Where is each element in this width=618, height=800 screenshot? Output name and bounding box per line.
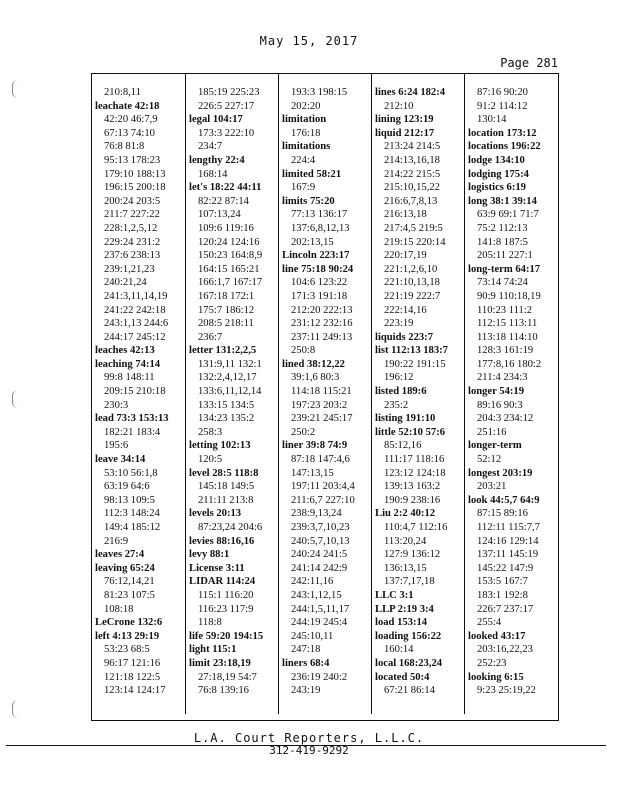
index-entry-refs: 252:23 <box>477 657 507 669</box>
index-entry-term: looked 43:17 <box>468 630 526 642</box>
index-entry-term: level 28:5 118:8 <box>189 467 259 479</box>
index-column-2 <box>189 86 277 714</box>
index-entry-refs: 137:6,8,12,13 <box>291 222 350 234</box>
index-entry-term: light 115:1 <box>189 644 237 656</box>
index-entry-refs: 75:2 112:13 <box>477 222 528 234</box>
index-entry-term: looking 6:15 <box>468 671 524 683</box>
index-entry-refs: 73:14 74:24 <box>477 277 528 289</box>
index-entry-refs: 168:14 <box>198 168 228 180</box>
index-entry-refs: 211:6,7 227:10 <box>291 494 355 506</box>
index-entry-refs: 255:4 <box>477 617 502 629</box>
index-entry-refs: 98:13 109:5 <box>104 494 155 506</box>
index-entry-refs: 258:3 <box>198 426 223 438</box>
index-entry-refs: 167:9 <box>291 182 316 194</box>
index-entry-refs: 39:1,6 80:3 <box>291 372 340 384</box>
index-column-1 <box>95 86 183 714</box>
index-entry-term: LeCrone 132:6 <box>95 617 163 629</box>
index-entry-refs: 99:8 148:11 <box>104 372 155 384</box>
index-entry-refs: 241:22 242:18 <box>104 304 166 316</box>
index-table <box>91 73 559 721</box>
page-date: May 15, 2017 <box>259 34 359 48</box>
index-entry-refs: 196:12 <box>384 372 414 384</box>
index-entry-refs: 175:7 186:12 <box>198 304 255 316</box>
index-entry-term: limits 75:20 <box>282 195 335 207</box>
index-entry-refs: 147:13,15 <box>291 467 334 479</box>
index-entry-term: list 112:13 183:7 <box>375 345 448 357</box>
index-entry-refs: 136:13,15 <box>384 562 427 574</box>
index-entry-refs: 221:1,2,6,10 <box>384 263 438 275</box>
index-entry-refs: 203:21 <box>477 481 507 493</box>
index-entry-refs: 243:19 <box>291 685 321 697</box>
index-entry-term: legal 104:17 <box>189 114 243 126</box>
index-entry-refs: 223:19 <box>384 318 414 330</box>
index-entry-refs: 235:2 <box>384 399 409 411</box>
index-entry-refs: 137:7,17,18 <box>384 576 435 588</box>
index-entry-refs: 160:14 <box>384 644 414 656</box>
index-entry-term: liquid 212:17 <box>375 127 435 139</box>
index-entry-term: listing 191:10 <box>375 413 436 425</box>
index-entry-refs: 87:15 89:16 <box>477 508 528 520</box>
index-entry-refs: 213:24 214:5 <box>384 141 441 153</box>
binder-mark-top <box>12 80 21 98</box>
index-entry-refs: 127:9 136:12 <box>384 549 441 561</box>
index-entry-term: leaves 27:4 <box>95 549 145 561</box>
index-entry-refs: 145:18 149:5 <box>198 481 255 493</box>
index-entry-refs: 145:22 147:9 <box>477 562 534 574</box>
index-entry-term: locations 196:22 <box>468 141 541 153</box>
index-entry-refs: 176:18 <box>291 127 321 139</box>
index-entry-refs: 240:5,7,10,13 <box>291 535 350 547</box>
index-entry-refs: 52:12 <box>477 454 502 466</box>
index-entry-refs: 108:18 <box>104 603 134 615</box>
index-entry-refs: 133:6,11,12,14 <box>198 386 262 398</box>
index-entry-refs: 240:21,24 <box>104 277 147 289</box>
index-entry-refs: 195:6 <box>104 440 129 452</box>
index-entry-refs: 202:20 <box>291 100 321 112</box>
index-entry-refs: 112:3 148:24 <box>104 508 160 520</box>
index-entry-term: limitation <box>282 114 327 126</box>
index-entry-term: lengthy 22:4 <box>189 154 245 166</box>
index-entry-term: License 3:11 <box>189 562 245 574</box>
index-entry-term: local 168:23,24 <box>375 657 443 669</box>
index-entry-refs: 139:13 163:2 <box>384 481 441 493</box>
index-entry-refs: 234:7 <box>198 141 223 153</box>
index-entry-refs: 42:20 46:7,9 <box>104 114 158 126</box>
index-entry-refs: 209:15 210:18 <box>104 386 166 398</box>
index-entry-refs: 111:17 118:16 <box>384 454 445 466</box>
index-entry-term: liners 68:4 <box>282 657 330 669</box>
index-entry-refs: 229:24 231:2 <box>104 236 161 248</box>
index-entry-refs: 150:23 164:8,9 <box>198 250 263 262</box>
index-entry-term: letter 131:2,2,5 <box>189 345 257 357</box>
index-entry-refs: 197:23 203:2 <box>291 399 348 411</box>
index-entry-refs: 211:4 234:3 <box>477 372 528 384</box>
index-entry-term: leaching 74:14 <box>95 358 161 370</box>
index-entry-refs: 104:6 123:22 <box>291 277 348 289</box>
index-entry-refs: 179:10 188:13 <box>104 168 166 180</box>
index-entry-refs: 91:2 114:12 <box>477 100 528 112</box>
index-entry-refs: 120:5 <box>198 454 223 466</box>
index-entry-refs: 116:23 117:9 <box>198 603 254 615</box>
index-entry-refs: 236:19 240:2 <box>291 671 348 683</box>
index-entry-refs: 85:12,16 <box>384 440 422 452</box>
index-entry-refs: 226:7 237:17 <box>477 603 534 615</box>
index-entry-refs: 27:18,19 54:7 <box>198 671 257 683</box>
index-entry-refs: 63:9 69:1 71:7 <box>477 209 539 221</box>
index-entry-term: lodging 175:4 <box>468 168 529 180</box>
index-entry-refs: 67:21 86:14 <box>384 685 435 697</box>
index-entry-refs: 221:10,13,18 <box>384 277 440 289</box>
index-column-4 <box>375 86 463 714</box>
index-entry-refs: 141:8 187:5 <box>477 236 528 248</box>
index-entry-refs: 243:1,13 244:6 <box>104 318 169 330</box>
binder-mark-middle <box>12 390 21 408</box>
index-entry-term: LLP 2:19 3:4 <box>375 603 434 615</box>
index-entry-refs: 112:15 113:11 <box>477 318 538 330</box>
index-entry-refs: 196:15 200:18 <box>104 182 166 194</box>
index-entry-refs: 244:1,5,11,17 <box>291 603 350 615</box>
index-entry-refs: 112:11 115:7,7 <box>477 522 540 533</box>
index-entry-refs: 109:6 119:16 <box>198 222 254 234</box>
index-entry-refs: 200:24 203:5 <box>104 195 161 207</box>
index-entry-term: long-term 64:17 <box>468 263 541 275</box>
index-column-3 <box>282 86 370 714</box>
index-entry-refs: 120:24 124:16 <box>198 236 260 248</box>
index-entry-refs: 76:8 81:8 <box>104 141 145 153</box>
index-entry-refs: 222:14,16 <box>384 304 427 316</box>
index-entry-refs: 9:23 25:19,22 <box>477 685 536 697</box>
index-entry-refs: 215:10,15,22 <box>384 182 440 194</box>
index-entry-refs: 113:18 114:10 <box>477 331 538 343</box>
index-entry-refs: 250:8 <box>291 345 316 357</box>
index-entry-refs: 67:13 74:10 <box>104 127 155 139</box>
index-entry-term: located 50:4 <box>375 671 430 683</box>
index-entry-refs: 203:16,22,23 <box>477 644 533 656</box>
index-entry-refs: 133:15 134:5 <box>198 399 255 411</box>
index-entry-term: left 4:13 29:19 <box>95 630 160 642</box>
index-entry-term: limitations <box>282 141 331 153</box>
index-entry-refs: 221:19 222:7 <box>384 290 441 302</box>
index-entry-refs: 177:8,16 180:2 <box>477 358 542 370</box>
index-entry-refs: 76:12,14,21 <box>104 576 155 588</box>
column-divider <box>371 74 372 714</box>
index-entry-term: listed 189:6 <box>375 386 427 398</box>
index-entry-refs: 114:18 115:21 <box>291 386 352 398</box>
court-reporter-name: L.A. Court Reporters, L.L.C. <box>193 731 425 745</box>
index-entry-refs: 95:13 178:23 <box>104 154 161 166</box>
index-entry-refs: 211:7 227:22 <box>104 209 160 221</box>
index-entry-term: liquids 223:7 <box>375 331 433 343</box>
index-entry-refs: 171:3 191:18 <box>291 290 348 302</box>
index-entry-term: let's 18:22 44:11 <box>189 182 262 194</box>
index-entry-term: limit 23:18,19 <box>189 657 251 669</box>
index-entry-term: little 52:10 57:6 <box>375 426 446 438</box>
index-entry-refs: 173:3 222:10 <box>198 127 255 139</box>
index-entry-refs: 247:18 <box>291 644 321 656</box>
index-entry-term: lodge 134:10 <box>468 154 525 166</box>
index-entry-refs: 244:17 245:12 <box>104 331 166 343</box>
index-entry-refs: 183:1 192:8 <box>477 589 528 601</box>
index-entry-refs: 96:17 121:16 <box>104 657 161 669</box>
index-entry-refs: 123:12 124:18 <box>384 467 446 479</box>
index-entry-refs: 236:7 <box>198 331 223 343</box>
index-entry-term: levy 88:1 <box>189 549 230 561</box>
index-entry-refs: 240:24 241:5 <box>291 549 348 561</box>
index-entry-term: life 59:20 194:15 <box>189 630 264 642</box>
index-entry-refs: 243:1,12,15 <box>291 589 342 601</box>
index-entry-refs: 242:11,16 <box>291 576 334 588</box>
index-entry-term: long 38:1 39:14 <box>468 195 537 207</box>
index-entry-refs: 82:22 87:14 <box>198 195 249 207</box>
index-entry-refs: 185:19 225:23 <box>198 87 260 98</box>
index-entry-refs: 228:1,2,5,12 <box>104 222 158 234</box>
index-entry-refs: 130:14 <box>477 114 507 126</box>
index-entry-refs: 166:1,7 167:17 <box>198 277 263 289</box>
index-entry-refs: 239:1,21,23 <box>104 263 155 275</box>
index-entry-term: longest 203:19 <box>468 467 533 479</box>
index-entry-refs: 115:1 116:20 <box>198 589 254 601</box>
index-entry-refs: 164:15 165:21 <box>198 263 260 275</box>
index-entry-refs: 128:3 161:19 <box>477 345 534 357</box>
index-entry-refs: 167:18 172:1 <box>198 290 255 302</box>
court-reporter-phone: 312-419-9292 <box>269 744 349 757</box>
index-entry-refs: 76:8 139:16 <box>198 685 249 697</box>
index-entry-term: letting 102:13 <box>189 440 251 452</box>
index-entry-refs: 241:14 242:9 <box>291 562 348 574</box>
index-entry-refs: 239:21 245:17 <box>291 413 353 425</box>
index-entry-refs: 90:9 110:18,19 <box>477 290 541 302</box>
page-number: Page 281 <box>500 56 558 70</box>
index-entry-refs: 87:18 147:4,6 <box>291 454 350 466</box>
index-entry-term: longer 54:19 <box>468 386 525 398</box>
index-entry-term: location 173:12 <box>468 127 537 139</box>
index-entry-refs: 216:6,7,8,13 <box>384 195 438 207</box>
index-entry-refs: 230:3 <box>104 399 129 411</box>
index-entry-refs: 202:13,15 <box>291 236 334 248</box>
index-entry-refs: 244:19 245:4 <box>291 617 348 629</box>
index-entry-term: leachate 42:18 <box>95 100 160 112</box>
index-entry-refs: 212:10 <box>384 100 414 112</box>
index-entry-refs: 212:20 222:13 <box>291 304 353 316</box>
index-entry-refs: 210:8,11 <box>104 87 141 98</box>
index-entry-refs: 239:3,7,10,23 <box>291 522 350 533</box>
index-entry-term: leaving 65:24 <box>95 562 155 574</box>
index-entry-refs: 217:4,5 219:5 <box>384 222 443 234</box>
index-entry-term: look 44:5,7 64:9 <box>468 494 540 506</box>
index-entry-term: lead 73:3 153:13 <box>95 413 169 425</box>
index-entry-refs: 237:11 249:13 <box>291 331 353 343</box>
index-entry-term: lined 38:12,22 <box>282 358 345 370</box>
index-entry-term: lining 123:19 <box>375 114 434 126</box>
index-entry-term: limited 58:21 <box>282 168 342 180</box>
index-entry-refs: 224:4 <box>291 154 316 166</box>
index-entry-term: liner 39:8 74:9 <box>282 440 348 452</box>
index-entry-refs: 245:10,11 <box>291 630 334 642</box>
index-entry-term: Lincoln 223:17 <box>282 250 350 262</box>
index-entry-term: leaches 42:13 <box>95 345 155 357</box>
index-entry-refs: 226:5 227:17 <box>198 100 255 112</box>
index-entry-refs: 208:5 218:11 <box>198 318 254 330</box>
index-entry-refs: 251:16 <box>477 426 507 438</box>
index-entry-refs: 216:9 <box>104 535 129 547</box>
index-entry-refs: 87:16 90:20 <box>477 87 528 98</box>
index-entry-term: LLC 3:1 <box>375 589 414 601</box>
index-entry-refs: 110:4,7 112:16 <box>384 522 448 533</box>
index-entry-refs: 205:11 227:1 <box>477 250 533 262</box>
index-entry-refs: 113:20,24 <box>384 535 427 547</box>
index-entry-refs: 238:9,13,24 <box>291 508 342 520</box>
index-entry-refs: 153:5 167:7 <box>477 576 528 588</box>
index-entry-refs: 107:13,24 <box>198 209 241 221</box>
binder-mark-bottom <box>12 700 21 718</box>
index-entry-refs: 131:9,11 132:1 <box>198 358 262 370</box>
index-entry-refs: 214:22 215:5 <box>384 168 441 180</box>
index-entry-refs: 63:19 64:6 <box>104 481 150 493</box>
column-divider <box>464 74 465 714</box>
index-entry-refs: 220:17,19 <box>384 250 427 262</box>
index-entry-refs: 193:3 198:15 <box>291 87 348 98</box>
index-entry-term: Liu 2:2 40:12 <box>375 508 436 520</box>
index-entry-refs: 237:6 238:13 <box>104 250 161 262</box>
index-column-5 <box>468 86 557 714</box>
index-entry-refs: 231:12 232:16 <box>291 318 353 330</box>
index-entry-refs: 134:23 135:2 <box>198 413 255 425</box>
index-entry-refs: 132:2,4,12,17 <box>198 372 257 384</box>
index-entry-refs: 149:4 185:12 <box>104 522 161 533</box>
index-entry-refs: 216:13,18 <box>384 209 427 221</box>
index-entry-term: levies 88:16,16 <box>189 535 255 547</box>
index-entry-term: loading 156:22 <box>375 630 442 642</box>
index-entry-refs: 211:11 213:8 <box>198 494 254 506</box>
index-entry-refs: 121:18 122:5 <box>104 671 161 683</box>
index-entry-refs: 204:3 234:12 <box>477 413 534 425</box>
index-entry-term: longer-term <box>468 440 522 452</box>
index-entry-refs: 124:16 129:14 <box>477 535 539 547</box>
index-entry-refs: 123:14 124:17 <box>104 685 166 697</box>
index-entry-term: line 75:18 90:24 <box>282 263 354 275</box>
index-entry-refs: 182:21 183:4 <box>104 426 161 438</box>
index-entry-refs: 197:11 203:4,4 <box>291 481 355 493</box>
index-entry-refs: 118:8 <box>198 617 222 629</box>
index-entry-refs: 53:10 56:1,8 <box>104 467 158 479</box>
index-entry-refs: 219:15 220:14 <box>384 236 446 248</box>
index-entry-refs: 77:13 136:17 <box>291 209 348 221</box>
column-divider <box>185 74 186 714</box>
column-divider <box>278 74 279 714</box>
index-entry-refs: 137:11 145:19 <box>477 549 539 561</box>
index-entry-refs: 110:23 111:2 <box>477 304 533 316</box>
index-entry-term: LIDAR 114:24 <box>189 576 256 588</box>
index-entry-refs: 87:23,24 204:6 <box>198 522 263 533</box>
index-entry-term: leave 34:14 <box>95 454 146 466</box>
index-entry-refs: 53:23 68:5 <box>104 644 150 656</box>
index-entry-refs: 214:13,16,18 <box>384 154 440 166</box>
index-entry-refs: 190:9 238:16 <box>384 494 441 506</box>
index-entry-term: levels 20:13 <box>189 508 242 520</box>
index-entry-refs: 81:23 107:5 <box>104 589 155 601</box>
index-entry-refs: 190:22 191:15 <box>384 358 446 370</box>
index-entry-refs: 89:16 90:3 <box>477 399 523 411</box>
index-entry-term: lines 6:24 182:4 <box>375 87 446 98</box>
index-entry-refs: 250:2 <box>291 426 316 438</box>
index-entry-term: logistics 6:19 <box>468 182 526 194</box>
index-entry-refs: 241:3,11,14,19 <box>104 290 168 302</box>
index-entry-term: load 153:14 <box>375 617 428 629</box>
